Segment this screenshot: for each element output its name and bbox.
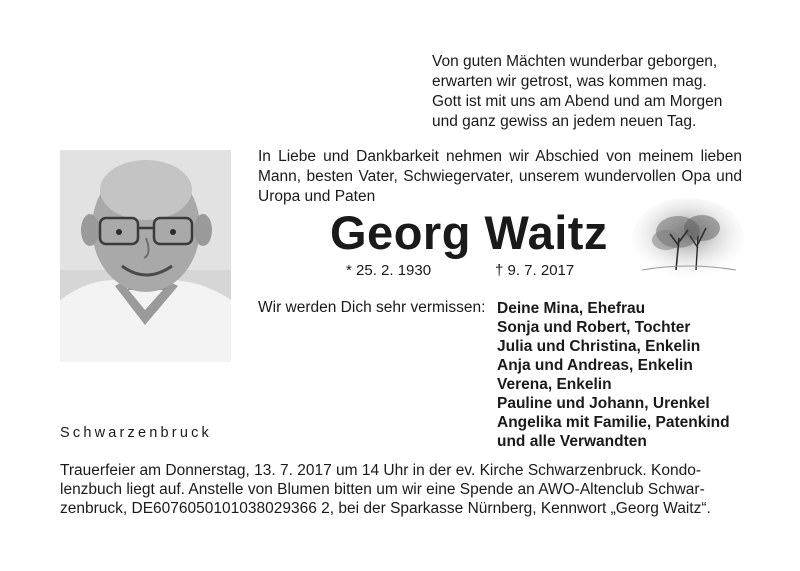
poem-line: Von guten Mächten wunderbar geborgen, (432, 53, 718, 70)
funeral-line: Trauerfeier am Donnerstag, 13. 7. 2017 um 14 Uhr in der ev. Kirche Schwarzenbruck. Kondo- (60, 462, 701, 479)
funeral-info (60, 461, 741, 518)
missing-text: Wir werden Dich sehr vermissen: (258, 299, 486, 316)
mourners-list (497, 299, 730, 451)
funeral-line: zenbruck, DE6076050101038029366 2, bei der Sparkasse Nürnberg, Kennwort „Georg Waitz“. (60, 500, 711, 517)
birth-date: * 25. 2. 1930 (346, 262, 432, 279)
place-name: Schwarzenbruck (60, 425, 212, 441)
death-date: † 9. 7. 2017 (495, 262, 575, 279)
poem (432, 52, 772, 132)
mourner: Julia und Christina, Enkelin (497, 338, 701, 355)
mourner: Verena, Enkelin (497, 376, 612, 393)
deceased-name: Georg Waitz (330, 206, 608, 259)
mourner: Anja und Andreas, Enkelin (497, 357, 693, 374)
portrait-photo (60, 150, 231, 362)
trees-illustration (632, 198, 744, 284)
mourner: Angelika mit Familie, Patenkind (497, 414, 730, 431)
mourner: Pauline und Johann, Urenkel (497, 395, 710, 412)
mourner: Deine Mina, Ehefrau (497, 300, 646, 317)
mourner: und alle Verwandten (497, 433, 647, 450)
poem-line: Gott ist mit uns am Abend und am Morgen (432, 93, 723, 110)
intro-text: In Liebe und Dankbarkeit nehmen wir Abschied von meinem lieben Mann, besten Vater, Schwiegervater, unserem wundervollen Opa und Uropa und Paten (258, 148, 742, 205)
poem-line: erwarten wir getrost, was kommen mag. (432, 73, 707, 90)
mourner: Sonja und Robert, Tochter (497, 319, 691, 336)
poem-line: und ganz gewiss an jedem neuen Tag. (432, 113, 697, 130)
funeral-line: lenzbuch liegt auf. Anstelle von Blumen bitten um wir eine Spende an AWO-Altenclub Schwar- (60, 481, 705, 498)
